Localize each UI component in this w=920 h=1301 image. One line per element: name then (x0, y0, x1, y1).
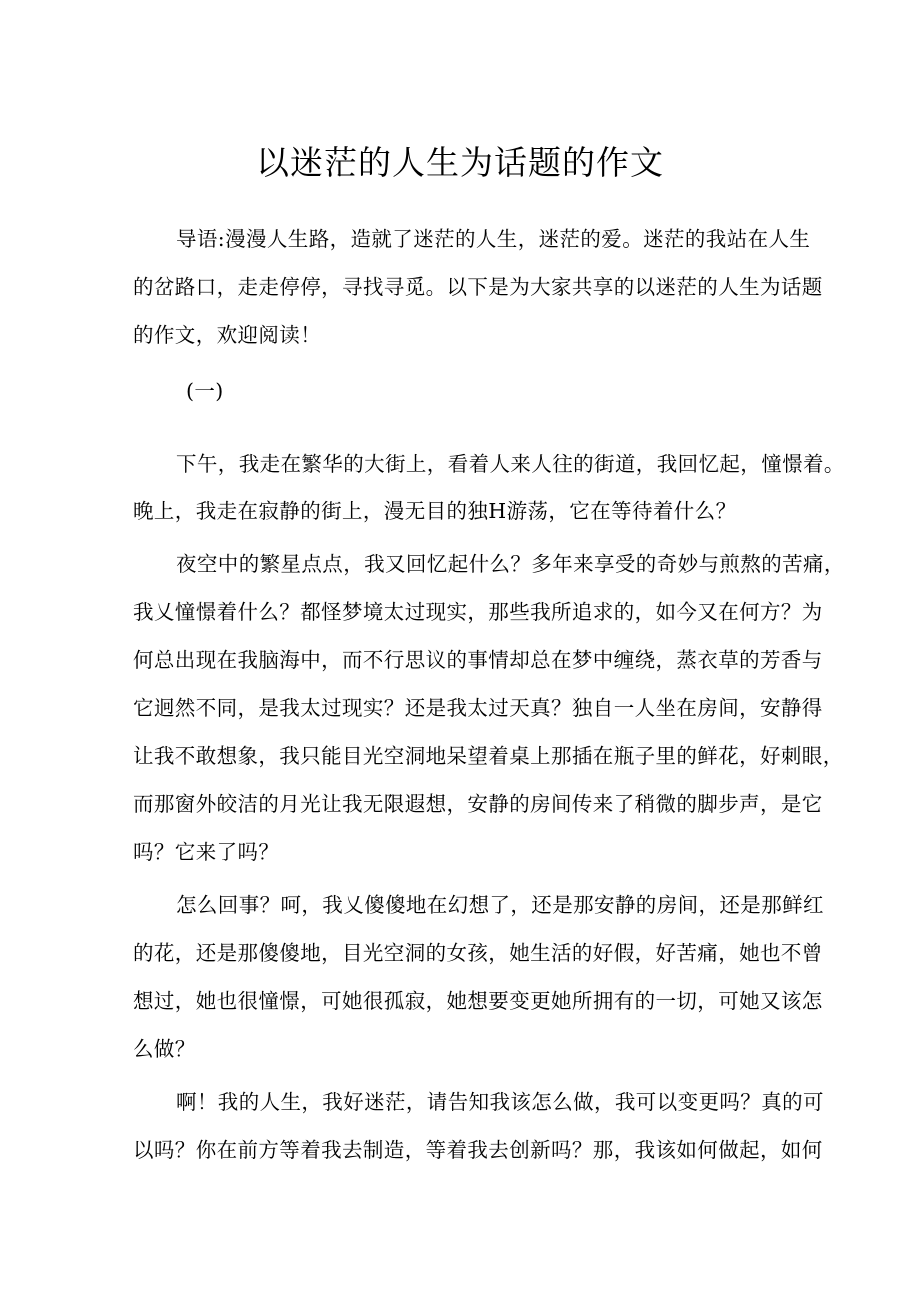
intro-line-2: 的岔路口，走走停停，寻找寻觅。以下是为大家共享的以迷茫的人生为话题 (133, 275, 823, 299)
paragraph-2-line-5: 让我不敢想象，我只能目光空洞地呆望着桌上那插在瓶子里的鲜花，好刺眼， (133, 744, 844, 768)
paragraph-2-line-4: 它迥然不同，是我太过现实？还是我太过天真？独自一人坐在房间，安静得 (133, 696, 823, 720)
document-title: 以迷茫的人生为话题的作文 (256, 143, 664, 182)
paragraph-3-line-3: 想过，她也很憧憬，可她很孤寂，她想要变更她所拥有的一切，可她又该怎 (133, 989, 823, 1013)
paragraph-2-line-7: 吗？它来了吗？ (133, 840, 280, 864)
intro-line-3: 的作文，欢迎阅读！ (133, 323, 322, 347)
paragraph-2-line-1: 夜空中的繁星点点，我又回忆起什么？多年来享受的奇妙与煎熬的苦痛， (176, 552, 845, 576)
paragraph-2-line-2: 我乂憧憬着什么？都怪梦境太过现实，那些我所追求的，如今又在何方？为 (133, 600, 823, 624)
paragraph-4-line-1: 啊！我的人生，我好迷茫，请告知我该怎么做，我可以变更吗？真的可 (176, 1090, 824, 1114)
section-heading: (一) (186, 379, 224, 403)
paragraph-1-line-2: 晚上，我走在寂静的街上，漫无目的独H游荡，它在等待着什么？ (133, 499, 737, 523)
paragraph-3-line-4: 么做？ (133, 1037, 196, 1061)
intro-line-1: 导语:漫漫人生路，造就了迷茫的人生，迷茫的爱。迷茫的我站在人生 (176, 227, 811, 251)
paragraph-2-line-6: 而那窗外皎洁的月光让我无限遐想，安静的房间传来了稍微的脚步声，是它 (133, 792, 823, 816)
paragraph-4-line-2: 以吗？你在前方等着我去制造，等着我去创新吗？那，我该如何做起，如何 (133, 1138, 823, 1162)
paragraph-2-line-3: 何总出现在我脑海中，而不行思议的事情却总在梦中缠绕，蒸衣草的芳香与 (133, 648, 823, 672)
paragraph-1-line-1: 下午，我走在繁华的大街上，看着人来人往的街道，我回忆起，憧憬着。 (176, 452, 845, 476)
paragraph-3-line-2: 的花，还是那傻傻地，目光空洞的女孩，她生活的好假，好苦痛，她也不曾 (133, 941, 823, 965)
paragraph-3-line-1: 怎么回事？呵，我乂傻傻地在幻想了，还是那安静的房间，还是那鲜红 (176, 893, 824, 917)
